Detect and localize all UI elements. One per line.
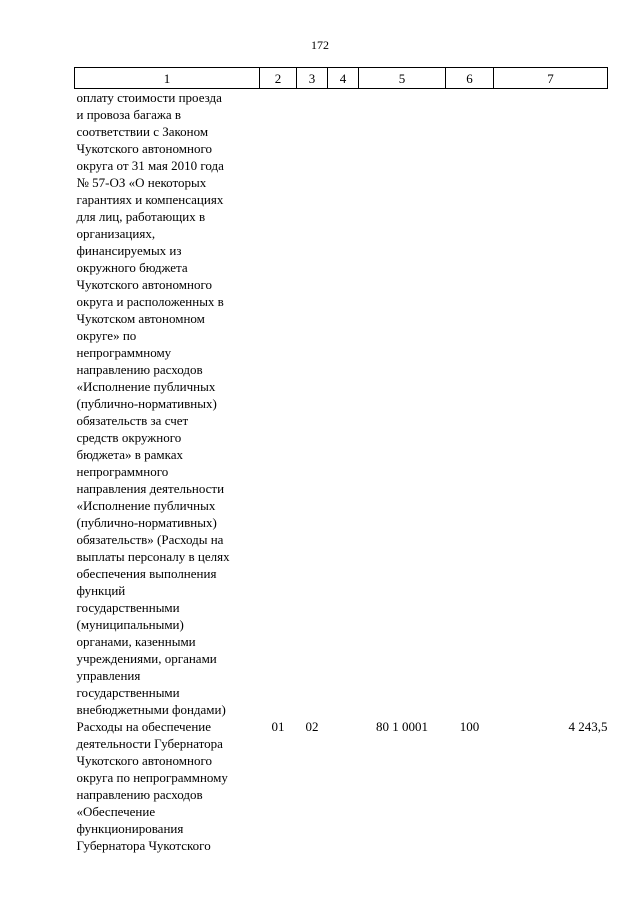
description-line: обязательств» (Расходы на — [76, 532, 224, 547]
description-line: Чукотского автономного — [76, 753, 212, 768]
description-line: Чукотском автономном — [76, 311, 205, 326]
description-line: Чукотского автономного — [76, 277, 212, 292]
table-row — [75, 718, 608, 854]
description-line: деятельности Губернатора — [76, 736, 223, 751]
column-header-1: 1 — [75, 68, 260, 89]
description-line: «Исполнение публичных — [76, 379, 216, 394]
description-line: выплаты персоналу в целях — [76, 549, 230, 564]
target-article-code: 80 1 0001 — [376, 719, 428, 734]
description-line: направления деятельности — [76, 481, 225, 496]
description-line: учреждениями, органами — [76, 651, 217, 666]
description-line: средств окружного — [76, 430, 182, 445]
target-article-code — [359, 89, 446, 719]
description-line: Губернатора Чукотского — [76, 838, 211, 853]
row-description — [75, 718, 260, 854]
description-line: «Обеспечение — [76, 804, 156, 819]
description-line: (муниципальными) — [76, 617, 184, 632]
description-line: гарантиях и компенсациях — [76, 192, 224, 207]
description-line: окружного бюджета — [76, 260, 188, 275]
description-line: обязательств за счет — [76, 413, 189, 428]
description-line: оплату стоимости проезда — [76, 90, 222, 105]
page-number: 172 — [311, 38, 329, 52]
section-code: 01 — [271, 719, 285, 734]
description-line: функций — [76, 583, 126, 598]
description-line: округа и расположенных в — [76, 294, 224, 309]
description-line: (публично-нормативных) — [76, 396, 217, 411]
description-line: финансируемых из — [76, 243, 182, 258]
expense-type-code — [446, 89, 494, 719]
description-line: непрограммному — [76, 345, 172, 360]
description-line: № 57-ОЗ «О некоторых — [76, 175, 207, 190]
header-row — [75, 68, 608, 89]
column-4-value — [328, 89, 359, 719]
column-header-3: 3 — [297, 68, 328, 89]
subsection-code — [297, 89, 328, 719]
expense-type-code: 100 — [459, 719, 480, 734]
description-line: обеспечения выполнения — [76, 566, 217, 581]
description-line: округа от 31 мая 2010 года — [76, 158, 224, 173]
description-line: внебюджетными фондами) — [76, 702, 226, 717]
description-line: функционирования — [76, 821, 184, 836]
description-line: государственными — [76, 685, 180, 700]
description-line: и провоза багажа в — [76, 107, 181, 122]
description-line: (публично-нормативных) — [76, 515, 217, 530]
amount-value: 4 243,5 — [568, 719, 608, 734]
table-header — [75, 68, 608, 89]
column-header-6: 6 — [446, 68, 494, 89]
column-header-7: 7 — [494, 68, 608, 89]
description-line: органами, казенными — [76, 634, 196, 649]
amount-value — [494, 89, 608, 719]
subsection-code: 02 — [305, 719, 319, 734]
column-4-value — [328, 718, 359, 854]
description-line: направлению расходов — [76, 362, 203, 377]
description-line: непрограммного — [76, 464, 169, 479]
description-line: бюджета» в рамках — [76, 447, 183, 462]
description-line: Чукотского автономного — [76, 141, 212, 156]
column-header-2: 2 — [260, 68, 297, 89]
description-line: округа по непрограммному — [76, 770, 228, 785]
column-header-5: 5 — [359, 68, 446, 89]
description-line: организациях, — [76, 226, 156, 241]
description-line: направлению расходов — [76, 787, 203, 802]
column-header-4: 4 — [328, 68, 359, 89]
table-row — [75, 89, 608, 719]
description-line: соответствии с Законом — [76, 124, 209, 139]
description-line: управления — [76, 668, 141, 683]
description-line: Расходы на обеспечение — [76, 719, 212, 734]
description-line: для лиц, работающих в — [76, 209, 206, 224]
budget-table — [74, 67, 608, 854]
table-body — [75, 89, 608, 855]
row-description — [75, 89, 260, 719]
description-line: государственными — [76, 600, 180, 615]
description-line: округе» по — [76, 328, 137, 343]
section-code — [260, 89, 297, 719]
description-line: «Исполнение публичных — [76, 498, 216, 513]
